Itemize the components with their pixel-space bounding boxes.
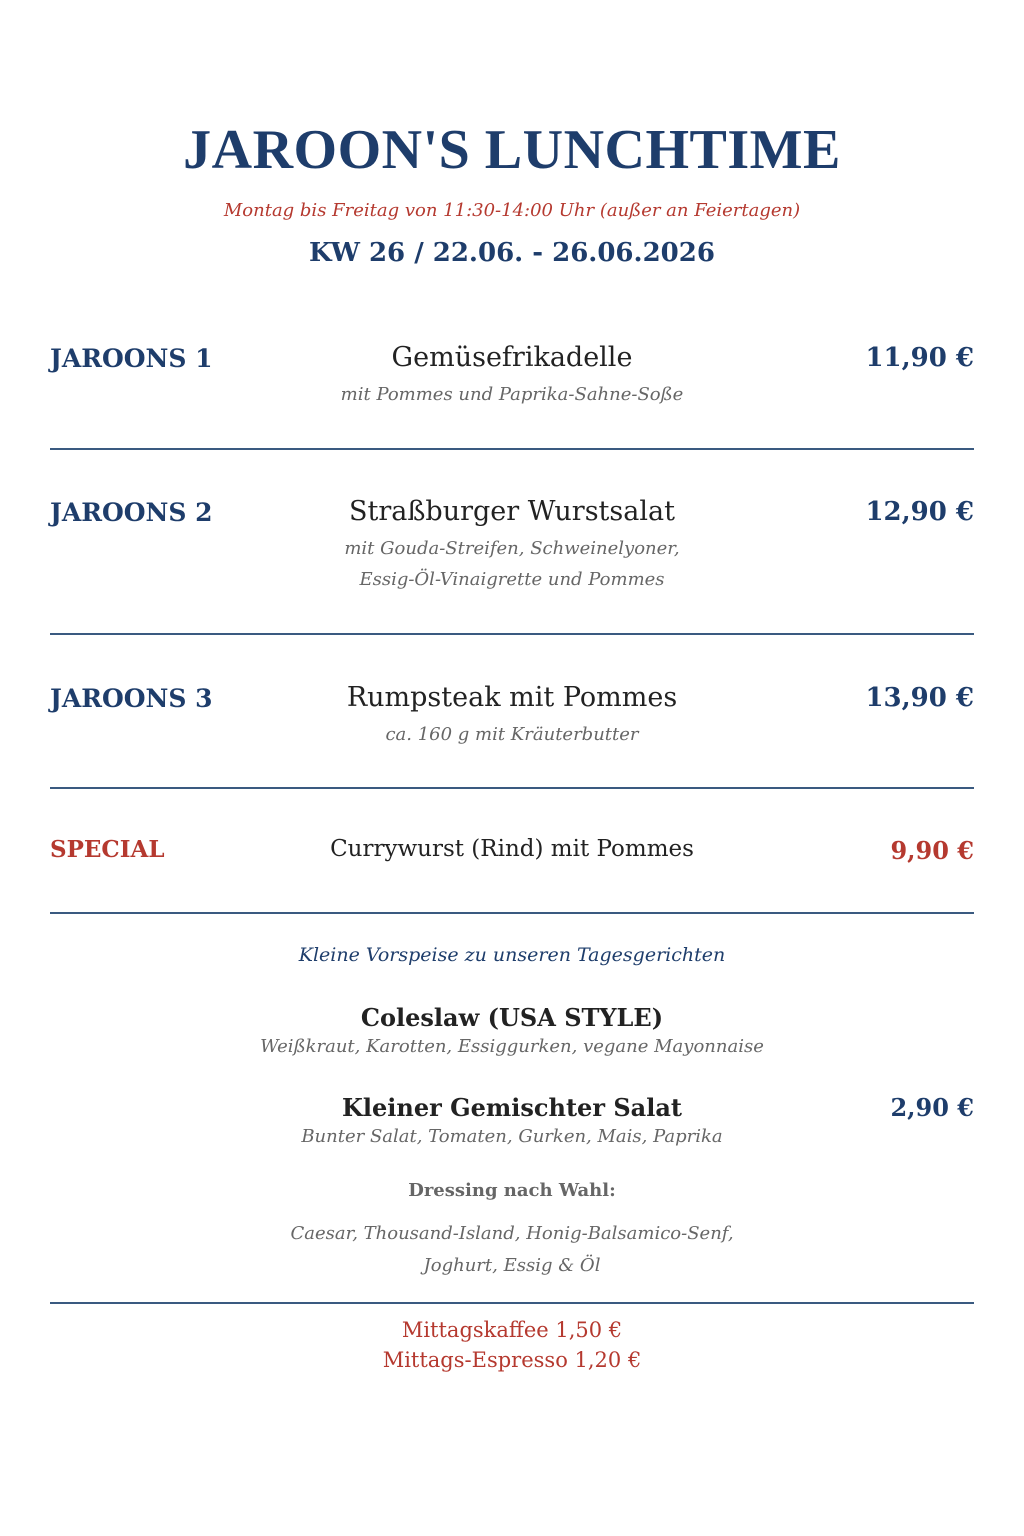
menu-item-label: JAROONS 2 — [50, 498, 213, 527]
divider — [50, 633, 974, 635]
menu-title: JAROON'S LUNCHTIME — [183, 119, 841, 181]
divider — [50, 912, 974, 914]
drink-espresso: Mittags-Espresso 1,20 € — [382, 1348, 642, 1372]
menu-item-dish: Straßburger Wurstsalat — [349, 496, 675, 527]
menu-item-description: Essig-Öl-Vinaigrette und Pommes — [359, 569, 665, 590]
divider — [50, 787, 974, 789]
menu-item-label: JAROONS 3 — [50, 684, 213, 713]
opening-hours: Montag bis Freitag von 11:30-14:00 Uhr (außer an Feiertagen) — [223, 200, 801, 221]
special-dish: Currywurst (Rind) mit Pommes — [330, 836, 694, 862]
calendar-week: KW 26 / 22.06. - 26.06.2026 — [309, 238, 715, 268]
menu-item-price: 11,90 € — [865, 343, 974, 373]
starter-description: Bunter Salat, Tomaten, Gurken, Mais, Paprika — [301, 1126, 723, 1147]
dressing-options — [162, 1218, 862, 1282]
starter-price: 2,90 € — [890, 1093, 974, 1122]
menu-item-price: 13,90 € — [865, 683, 974, 713]
menu-item-dish: Gemüsefrikadelle — [391, 342, 633, 373]
drink-coffee: Mittagskaffee 1,50 € — [401, 1318, 623, 1342]
starter-description: Weißkraut, Karotten, Essiggurken, vegane Mayonnaise — [260, 1036, 764, 1057]
dressing-title: Dressing nach Wahl: — [408, 1180, 616, 1201]
divider — [50, 1302, 974, 1304]
dressing-line: Joghurt, Essig & Öl — [423, 1255, 601, 1276]
menu-item-description: mit Gouda-Streifen, Schweinelyoner, — [344, 538, 680, 559]
menu-item-description: ca. 160 g mit Kräuterbutter — [385, 724, 639, 745]
dressing-line: Caesar, Thousand-Island, Honig-Balsamico-Senf, — [290, 1223, 734, 1244]
menu-item-dish: Rumpsteak mit Pommes — [346, 682, 678, 713]
menu-item-price: 12,90 € — [865, 497, 974, 527]
starter-name: Coleslaw (USA STYLE) — [360, 1003, 664, 1032]
special-label: SPECIAL — [50, 836, 165, 863]
menu-item-label: JAROONS 1 — [50, 344, 213, 373]
divider — [50, 448, 974, 450]
special-price: 9,90 € — [890, 836, 974, 865]
starter-name: Kleiner Gemischter Salat — [342, 1093, 682, 1122]
menu-item-description: mit Pommes und Paprika-Sahne-Soße — [340, 384, 684, 405]
starters-intro: Kleine Vorspeise zu unseren Tagesgerichten — [298, 944, 726, 966]
